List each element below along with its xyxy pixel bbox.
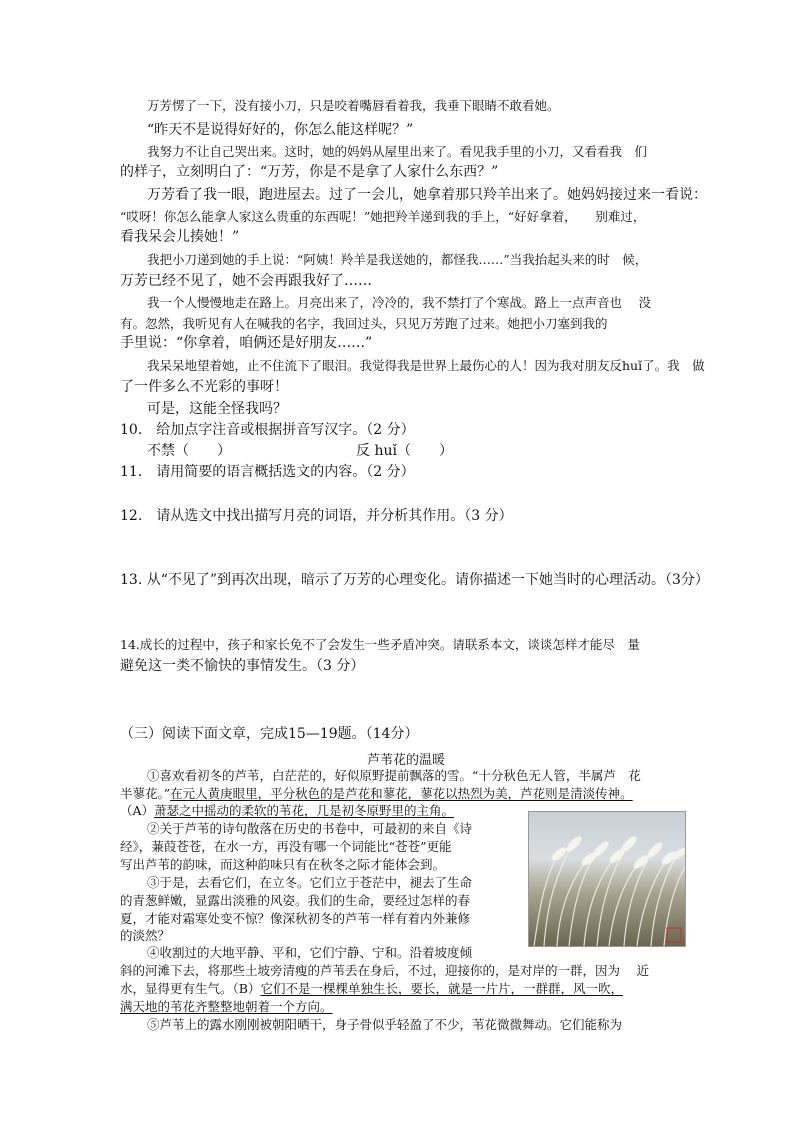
article-line: 经》，蒹葭苍苍，在水一方，再没有哪一个词能比“苍苍”更能 [120, 839, 452, 854]
passage-line: 我一个人慢慢地走在路上。月亮出来了，冷冷的，我不禁打了个寒战。路上一点声音也 没 [147, 295, 651, 310]
underlined-sentence-b: 它们不是一棵棵单独生长，要长，就是一片片，一群群，风一吹， [260, 981, 623, 996]
passage-line: “昨天不是说得好好的，你怎么能这样呢？” [147, 122, 414, 138]
question-10-blank-b: 反 huǐ（ ） [356, 443, 453, 459]
passage-line: 万芳愣了一下，没有接小刀，只是咬着嘴唇看着我，我垂下眼睛不敢看她。 [147, 98, 560, 113]
article-line: 的淡然？ [120, 928, 171, 943]
passage-line: 有。忽然，我听见有人在喊我的名字，我回过头，只见万芳跑了过来。她把小刀塞到我的 [120, 316, 608, 331]
passage-line: 看我呆会儿揍她！” [120, 229, 240, 245]
passage-line: 我把小刀递到她的手上说：“阿姨！羚羊是我送她的，都怪我……”当我抬起头来的时 候， [147, 252, 648, 267]
article-line: 夏，才能对霜寒处变不惊？像深秋初冬的芦苇一样有着内外兼修 [120, 911, 471, 926]
article-line: 半蓼花。”在元人黄庚眼里，平分秋色的是芦花和蓼花，蓼花以热烈为美，芦花则是清淡传神。 [120, 786, 633, 801]
question-14: 14.成长的过程中，孩子和家长免不了会发生一些矛盾冲突。请联系本文，谈谈怎样才能尽 量 [120, 637, 640, 652]
article-title: 芦苇花的温暖 [367, 753, 446, 768]
question-14: 避免这一类不愉快的事情发生。（3 分） [120, 658, 365, 674]
article-line: ④收割过的大地平静、平和，它们宁静、宁和。沿着坡度倾 [147, 945, 473, 960]
article-line: ⑤芦苇上的露水刚刚被朝阳晒干，身子骨似乎轻盈了不少，苇花微微舞动。它们能称为 [147, 1017, 623, 1032]
reed-photo [528, 811, 686, 947]
article-line: ①喜欢看初冬的芦苇，白茫茫的，好似原野提前飘落的雪。“十分秋色无人管，半属芦 花 [147, 768, 641, 783]
passage-line: 可是，这能全怪我吗？ [147, 401, 287, 417]
article-line [120, 998, 333, 1016]
passage-line: 我努力不让自己哭出来。这时，她的妈妈从屋里出来了。看见我手里的小刀，又看看我 们 [147, 144, 648, 159]
article-line: 的青葱鲜嫩，显露出淡雅的风姿。我们的生命，要经过怎样的春 [120, 893, 471, 908]
question-11: 11. 请用简要的语言概括选文的内容。（2 分） [120, 464, 415, 480]
passage-line: 万芳看了我一眼，跑进屋去。过了一会儿，她拿着那只羚羊出来了。她妈妈接过来一看说： [147, 187, 707, 203]
passage-line: “哎呀！你怎么能拿人家这么贵重的东西呢！”她把羚羊递到我的手上，“好好拿着， 别难过， [120, 209, 646, 224]
passage-line: 了一件多么不光彩的事呀！ [120, 379, 288, 395]
question-12: 12. 请从选文中找出描写月亮的词语，并分析其作用。（3 分） [120, 508, 513, 524]
article-line: （A）萧瑟之中摇动的柔软的苇花，几是初冬原野里的主角。 [120, 803, 455, 818]
question-10-blank-a: 不禁（ ） [147, 443, 231, 459]
passage-line: 我呆呆地望着她，止不住流下了眼泪。我觉得我是世界上最伤心的人！因为我对朋友反huǐ了。我 做 [147, 358, 705, 373]
underlined-sentence-b: 满天地的苇花齐整整地朝着一个方向。 [120, 999, 333, 1014]
question-10: 10. 给加点字注音或根据拼音写汉字。（2 分） [120, 422, 415, 438]
article-line: ②关于芦苇的诗句散落在历史的书卷中，可最初的来自《诗 [147, 821, 473, 836]
passage-line: 的样子，立刻明白了：“万芳，你是不是拿了人家什么东西？” [120, 164, 499, 180]
question-13: 13. 从“不见了”到再次出现，暗示了万芳的心理变化。请你描述一下她当时的心理活动。（3分） [120, 572, 709, 588]
passage-line: 万芳已经不见了，她不会再跟我好了…… [120, 273, 372, 289]
underlined-sentence: 在元人黄庚眼里，平分秋色的是芦花和蓼花，蓼花以热烈为美，芦花则是清淡传神。 [170, 786, 633, 801]
section-heading: （三）阅读下面文章，完成15—19题。（14分） [120, 726, 419, 742]
underlined-sentence-a: 萧瑟之中摇动的柔软的苇花，几是初冬原野里的主角。 [154, 803, 455, 818]
article-line: 斜的河滩下去，将那些土坡旁清瘦的芦苇丢在身后，不过，迎接你的，是对岸的一群，因为 近 [120, 963, 649, 978]
article-line: 水，显得更有生气。（B）它们不是一棵棵单独生长，要长，就是一片片，一群群，风一吹， [120, 981, 623, 996]
passage-line: 手里说：“你拿着，咱俩还是好朋友……” [120, 335, 373, 351]
article-line: 写出芦苇的韵味，而这种韵味只有在秋冬之际才能体会到。 [120, 857, 446, 872]
article-line: ③于是，去看它们，在立冬。它们立于苍茫中，褪去了生命 [147, 875, 473, 890]
